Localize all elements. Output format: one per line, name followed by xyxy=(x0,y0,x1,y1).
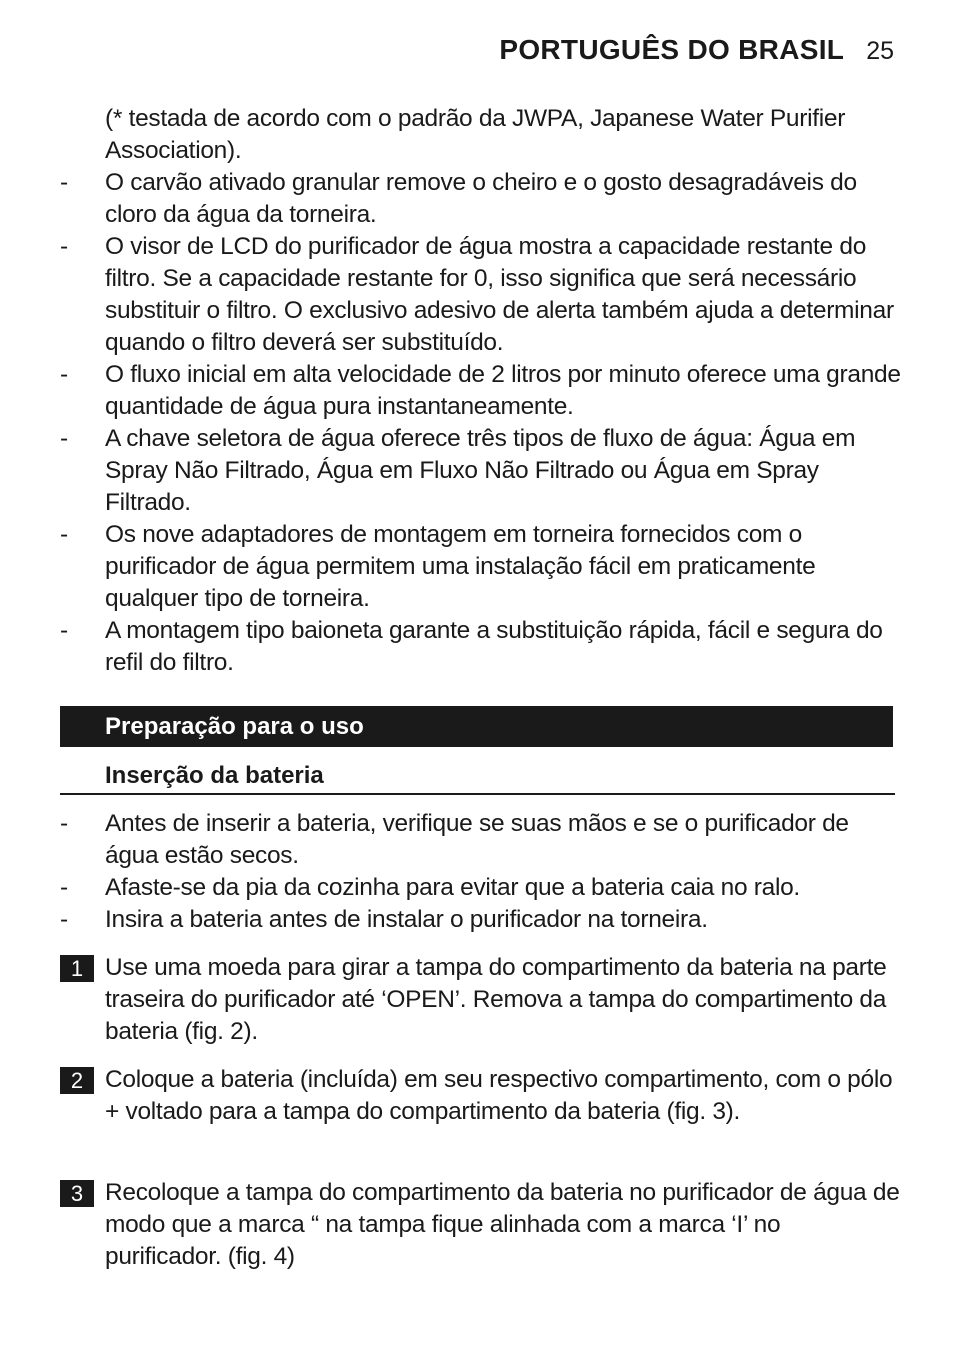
list-item xyxy=(60,808,906,872)
page-number: 25 xyxy=(866,37,894,65)
step-text: Coloque a bateria (incluída) em seu respectivo compartimento, com o pólo + voltado para a tampa do compartimento da bateria (fig. 3). xyxy=(105,1066,893,1125)
bullet-dash: - xyxy=(60,906,68,933)
step-3 xyxy=(60,1177,900,1273)
subsection-heading: Inserção da bateria xyxy=(60,758,895,795)
list-item xyxy=(60,423,906,519)
list-item xyxy=(60,872,906,904)
page-header xyxy=(499,34,894,66)
step-number-badge: 1 xyxy=(60,955,94,982)
list-item xyxy=(60,615,906,679)
list-item-text: Os nove adaptadores de montagem em torneira fornecidos com o purificador de água permitem uma instalação fácil em praticamente qualquer tipo de torneira. xyxy=(105,521,816,612)
list-item xyxy=(60,359,906,423)
list-item xyxy=(60,167,906,231)
precaution-list xyxy=(60,808,906,936)
list-item-text: Afaste-se da pia da cozinha para evitar que a bateria caia no ralo. xyxy=(105,874,800,901)
step-text: Recoloque a tampa do compartimento da bateria no purificador de água de modo que a marca “ na tampa fique alinhada com a marca ‘I’ no purificador. (fig. 4) xyxy=(105,1179,900,1270)
page-title: PORTUGUÊS DO BRASIL xyxy=(499,34,845,65)
list-item-text: O fluxo inicial em alta velocidade de 2 litros por minuto oferece uma grande quantidade de água pura instantaneamente. xyxy=(105,361,901,420)
list-item-text: O visor de LCD do purificador de água mostra a capacidade restante do filtro. Se a capacidade restante for 0, isso significa que será necessário substituir o filtro. O exclusivo adesivo de alerta também ajuda a determinar quando o filtro deverá ser substituído. xyxy=(105,233,894,356)
intro-paragraph: (* testada de acordo com o padrão da JWPA, Japanese Water Purifier Association). xyxy=(105,105,846,164)
section-heading: Preparação para o uso xyxy=(60,706,893,747)
list-item-text: Insira a bateria antes de instalar o purificador na torneira. xyxy=(105,906,708,933)
bullet-dash: - xyxy=(60,810,68,837)
step-text: Use uma moeda para girar a tampa do compartimento da bateria na parte traseira do purificador até ‘OPEN’. Remova a tampa do compartimento da bateria (fig. 2). xyxy=(105,954,887,1045)
list-item xyxy=(60,231,906,359)
list-item-text: A chave seletora de água oferece três tipos de fluxo de água: Água em Spray Não Filtrado, Água em Fluxo Não Filtrado ou Água em Spray Filtrado. xyxy=(105,425,856,516)
bullet-dash: - xyxy=(60,169,68,196)
list-item xyxy=(60,519,906,615)
feature-list xyxy=(60,167,906,679)
list-item-text: A montagem tipo baioneta garante a substituição rápida, fácil e segura do refil do filtro. xyxy=(105,617,883,676)
bullet-dash: - xyxy=(60,874,68,901)
list-item-text: Antes de inserir a bateria, verifique se suas mãos e se o purificador de água estão secos. xyxy=(105,810,849,869)
bullet-dash: - xyxy=(60,425,68,452)
list-item-text: O carvão ativado granular remove o cheiro e o gosto desagradáveis do cloro da água da torneira. xyxy=(105,169,857,228)
bullet-dash: - xyxy=(60,617,68,644)
step-number-badge: 2 xyxy=(60,1067,94,1094)
step-1 xyxy=(60,952,900,1048)
bullet-dash: - xyxy=(60,521,68,548)
list-item xyxy=(60,904,906,936)
bullet-dash: - xyxy=(60,361,68,388)
step-2 xyxy=(60,1064,900,1128)
bullet-dash: - xyxy=(60,233,68,260)
step-number-badge: 3 xyxy=(60,1180,94,1207)
